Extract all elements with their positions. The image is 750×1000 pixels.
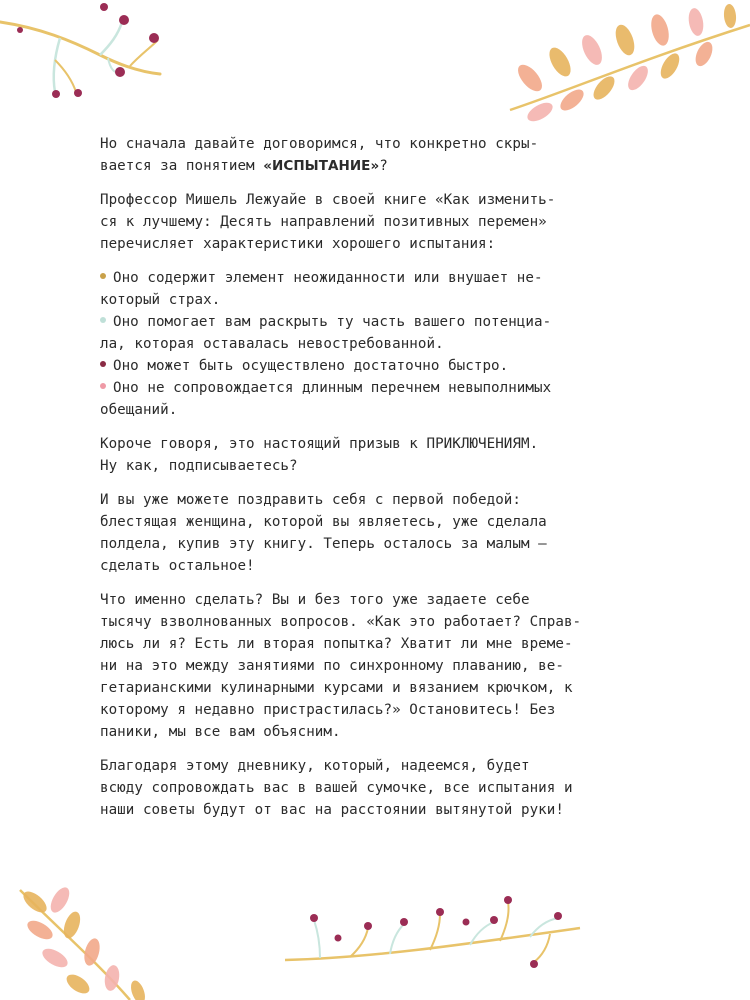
text-line: Ну как, подписываетесь? — [100, 458, 298, 474]
text-line: обещаний. — [100, 402, 178, 418]
intro-paragraph — [100, 133, 580, 177]
text-line: тысячу взволнованных вопросов. «Как это работает? Справ- — [100, 614, 582, 630]
bullet-dot-icon — [100, 383, 106, 389]
text-line: Благодаря этому дневнику, который, надеемся, будет — [100, 758, 530, 774]
text-line: ся к лучшему: Десять направлений позитивных перемен» — [100, 214, 547, 230]
text-line — [100, 267, 580, 289]
text-line: ни на это между занятиями по синхронному плаванию, ве- — [100, 658, 564, 674]
text-line: полдела, купив эту книгу. Теперь осталось за малым — — [100, 536, 547, 552]
text-line: перечисляет характеристики хорошего испытания: — [100, 236, 496, 252]
questions-paragraph — [100, 589, 580, 743]
text-fragment: Оно содержит элемент неожиданности или внушает не- — [113, 270, 543, 286]
text-fragment: ? — [379, 158, 388, 174]
text-fragment: Оно может быть осуществлено достаточно быстро. — [113, 358, 509, 374]
leaf-branch-decoration-top-right — [500, 0, 750, 120]
text-line — [100, 355, 580, 377]
text-line: Короче говоря, это настоящий призыв к ПРИКЛЮЧЕНИЯМ. — [100, 436, 539, 452]
diary-paragraph — [100, 755, 580, 821]
text-fragment: Оно не сопровождается длинным перечнем невыполнимых — [113, 380, 552, 396]
text-line: Профессор Мишель Лежуайе в своей книге «Как изменить- — [100, 192, 556, 208]
text-line: всюду сопровождать вас в вашей сумочке, все испытания и — [100, 780, 573, 796]
list-item — [100, 267, 580, 311]
adventure-paragraph — [100, 433, 580, 477]
list-item — [100, 377, 580, 421]
professor-paragraph — [100, 189, 580, 255]
text-line: которому я недавно пристрастилась?» Остановитесь! Без — [100, 702, 556, 718]
text-line: паники, мы все вам объясним. — [100, 724, 341, 740]
text-fragment: вается за понятием — [100, 158, 264, 174]
victory-paragraph — [100, 489, 580, 577]
text-line — [100, 377, 580, 399]
berry-branch-decoration-bottom-right — [280, 890, 600, 1000]
text-line: гетарианскими кулинарными курсами и вязанием крючком, к — [100, 680, 573, 696]
text-line: блестящая женщина, которой вы являетесь, уже сделала — [100, 514, 547, 530]
text-fragment: Оно помогает вам раскрыть ту часть вашего потенциа- — [113, 314, 552, 330]
text-line: Но сначала давайте договоримся, что конкретно скры- — [100, 136, 539, 152]
text-line: ла, которая оставалась невостребованной. — [100, 336, 444, 352]
emphasis-term: «ИСПЫТАНИЕ» — [263, 158, 380, 174]
page-body — [100, 133, 580, 833]
text-line — [100, 155, 580, 177]
bullet-dot-icon — [100, 361, 106, 367]
text-line: наши советы будут от вас на расстоянии вытянутой руки! — [100, 802, 564, 818]
bullet-dot-icon — [100, 273, 106, 279]
leaf-branch-decoration-bottom-left — [0, 880, 170, 1000]
text-line: сделать остальное! — [100, 558, 255, 574]
list-item — [100, 355, 580, 377]
text-line: И вы уже можете поздравить себя с первой победой: — [100, 492, 521, 508]
list-item — [100, 311, 580, 355]
text-line — [100, 311, 580, 333]
text-line: который страх. — [100, 292, 221, 308]
text-line: Что именно сделать? Вы и без того уже задаете себе — [100, 592, 530, 608]
characteristics-list — [100, 267, 580, 421]
bullet-dot-icon — [100, 317, 106, 323]
text-line: люсь ли я? Есть ли вторая попытка? Хватит ли мне време- — [100, 636, 573, 652]
berry-branch-decoration-top-left — [0, 0, 170, 110]
